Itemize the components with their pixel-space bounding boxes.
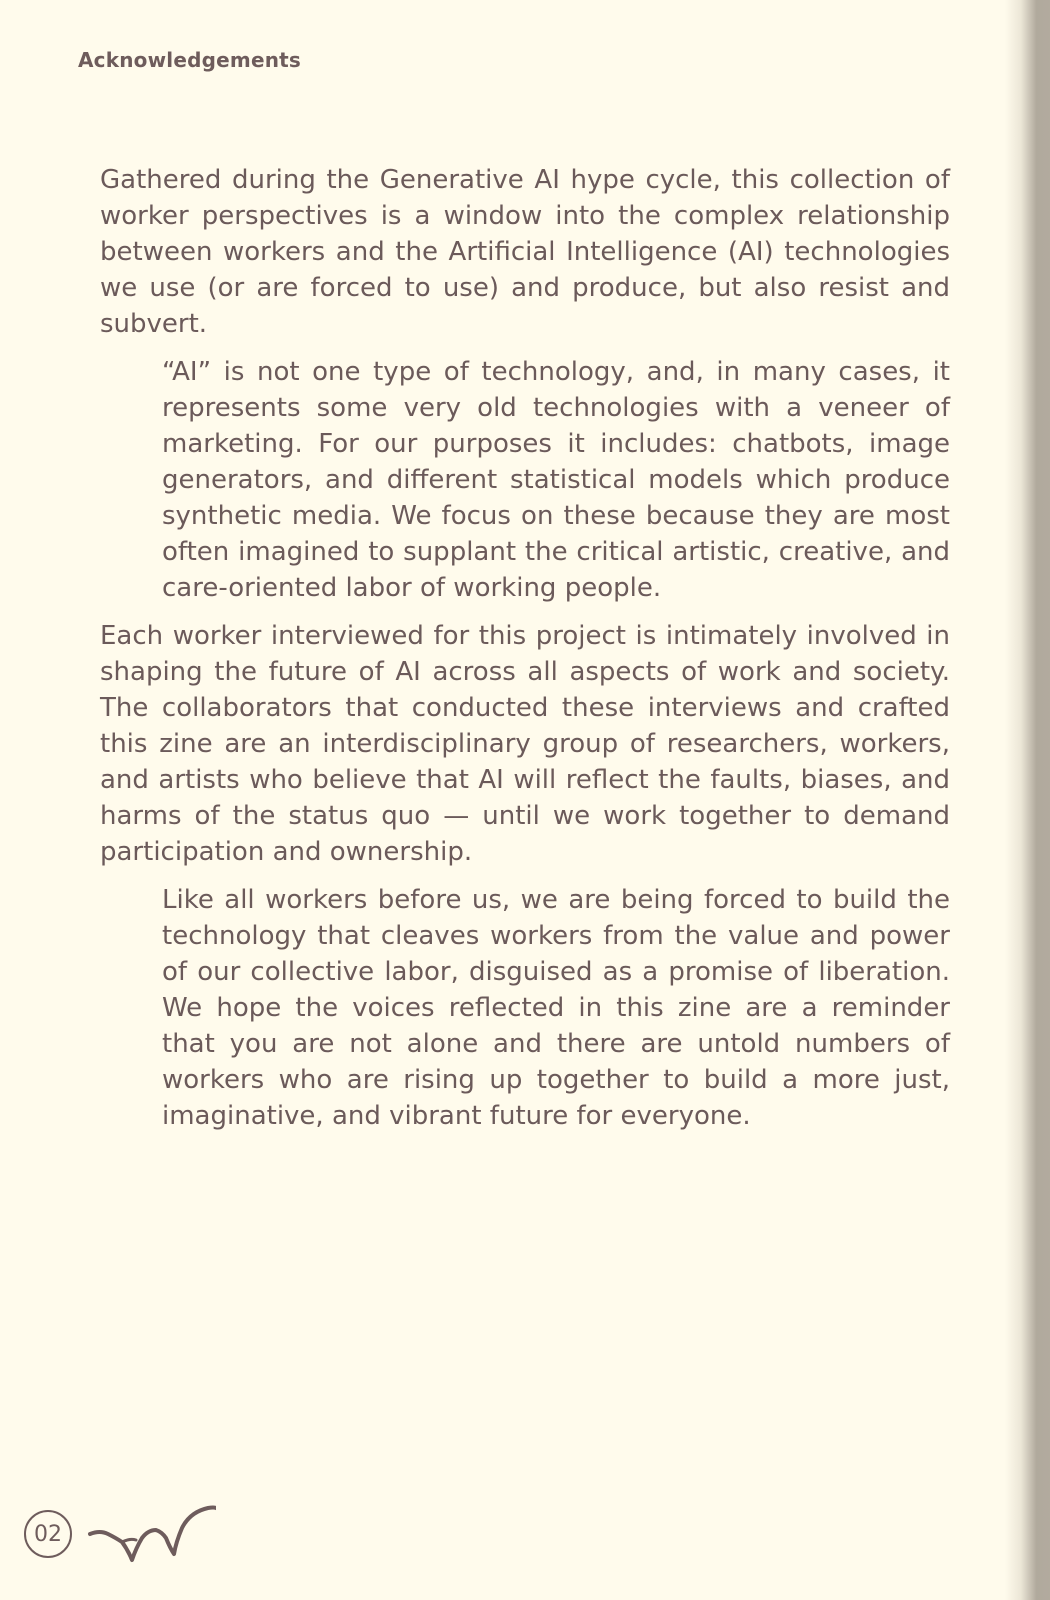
page-number-badge: [24, 1510, 72, 1558]
binding-shadow: [1005, 0, 1050, 1600]
page-number: 02: [34, 1521, 62, 1547]
page-header-title: Acknowledgements: [78, 48, 302, 72]
page-footer: [24, 1498, 214, 1568]
body-text: [100, 162, 950, 1146]
paragraph-like-all-workers: Like all workers before us, we are being forced to build the technology that cleaves workers from the value and power of our collective labor, disguised as a promise of liberation. We hope the voices reflected in this zine are a reminder that you are not alone and there are untold numbers of workers who are rising up together to build a more just, imaginative, and vibrant future for everyone.: [162, 885, 950, 1131]
paragraph-workers-interviewed: Each worker interviewed for this project is intimately involved in shaping the future of AI across all aspects of work and society. The collaborators that conducted these interviews and crafted this zine are an interdisciplinary group of researchers, workers, and artists who believe that AI will reflect the faults, biases, and harms of the status quo — until we work together to demand participation and ownership.: [100, 621, 950, 867]
flourish-icon: [86, 1498, 216, 1568]
paragraph-ai-definition: “AI” is not one type of technology, and, in many cases, it represents some very old technologies with a veneer of marketing. For our purposes it includes: chatbots, image generators, and different statistical models which produce synthetic media. We focus on these because they are most often imagined to supplant the critical artistic, creative, and care-oriented labor of working people.: [162, 357, 950, 603]
paragraph-intro: Gathered during the Generative AI hype cycle, this collection of worker perspectives is a window into the complex relationship between workers and the Artificial Intelligence (AI) technologies we use (or are forced to use) and produce, but also resist and subvert.: [100, 165, 950, 339]
